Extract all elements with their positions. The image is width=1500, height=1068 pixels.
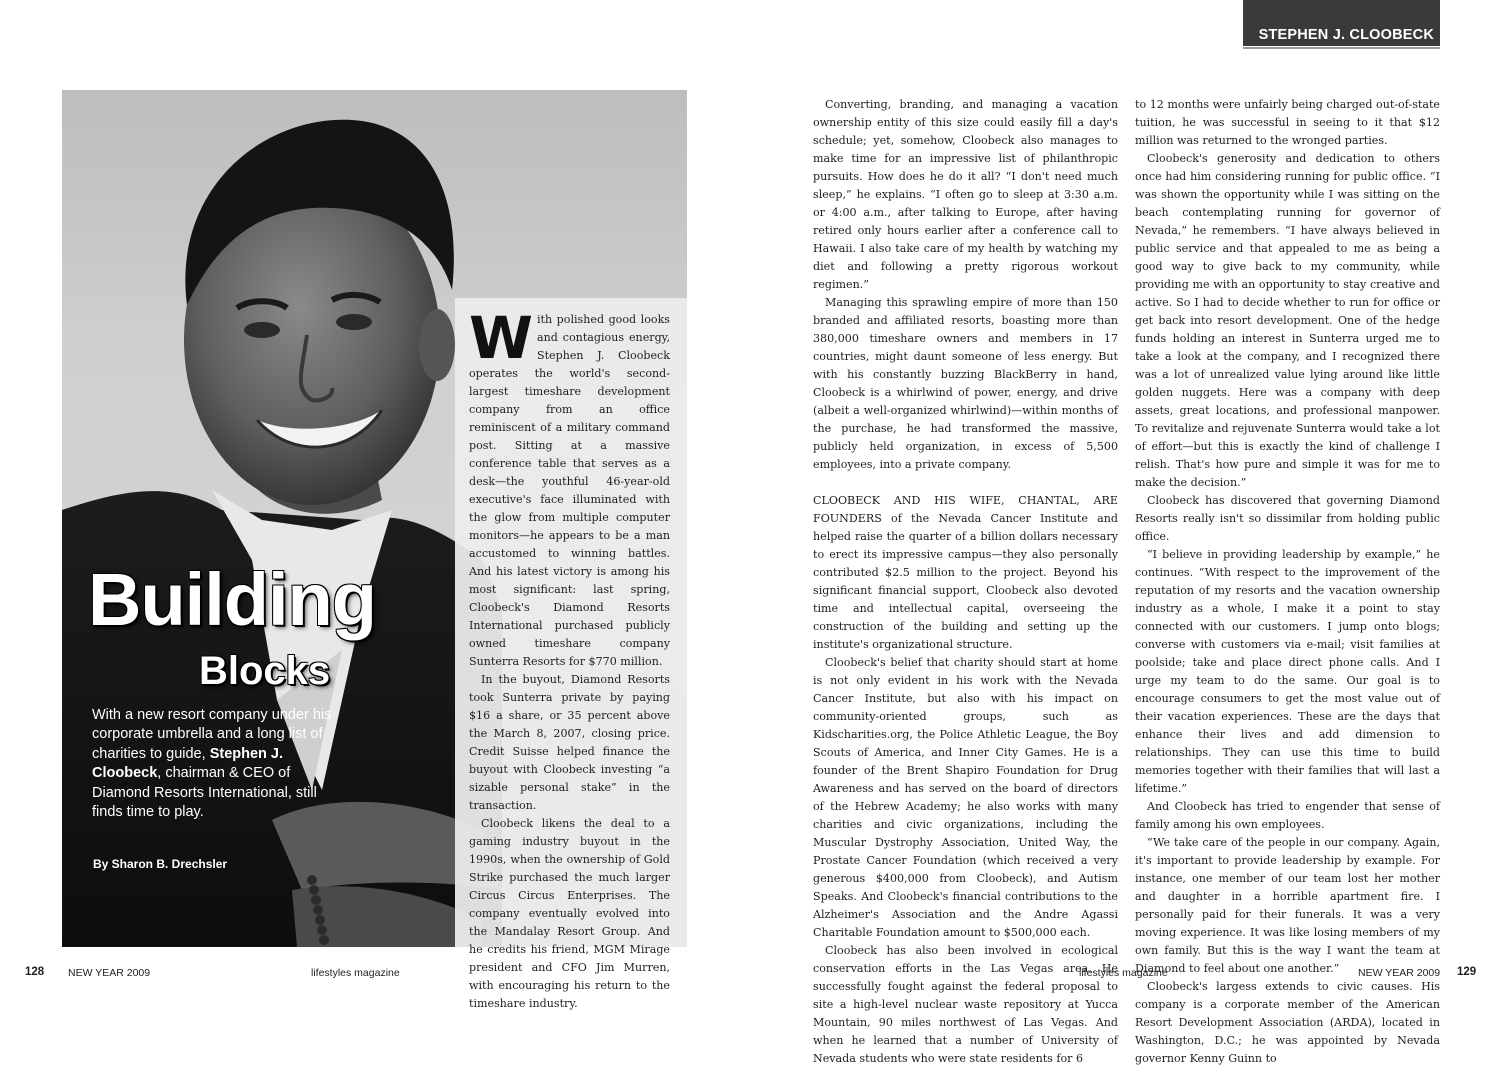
column1-paragraph-4: Cloobeck's belief that charity should start at home is not only evident in his work with the Nevada Cancer Institute, but also with his impact on community-oriented groups, such as Kidscharities.org, the Police Athletic League, the Boy Scouts of America, and Inner City Games. He is a founder of the Brent Shapiro Foundation for Drug Awareness and has served on the board of directors of the Hebrew Academy; he also works with many charities and civic organizations, including the Muscular Dystrophy Association, United Way, the Prostate Cancer Foundation (which received a very generous $400,000 from Cloobeck), and Autism Speaks. And Cloobeck's financial contributions to the Alzheimer's Association and the Andre Agassi Charitable Foundation amount to $500,000 each. bbox=[813, 656, 1118, 939]
intro-article-text bbox=[469, 304, 670, 1013]
column1-paragraph-5: Cloobeck has also been involved in ecological conservation efforts in the Las Vegas area. He successfully fought against the federal proposal to site a high-level nuclear waste repository at Yucca Mountain, 90 miles northwest of Las Vegas. And when he learned that a number of University of Nevada students who were state residents for 6 bbox=[813, 944, 1118, 1065]
byline: By Sharon B. Drechsler bbox=[93, 857, 228, 871]
article-column-1 bbox=[813, 96, 1118, 1068]
column2-paragraph-3: Cloobeck has discovered that governing Diamond Resorts really isn't so dissimilar from holding public office. bbox=[1135, 494, 1440, 543]
intro-paragraph-3: Cloobeck likens the deal to a gaming industry buyout in the 1990s, when the ownership of Gold Strike purchased the much larger Circus Circus Enterprises. The company eventually evolved into the Mandalay Resort Group. And he credits his friend, MGM Mirage president and CFO Jim Murren, with encouraging his return to the timeshare industry. bbox=[469, 817, 670, 1010]
drop-cap: W bbox=[469, 304, 533, 372]
column2-paragraph-4: “I believe in providing leadership by example,” he continues. “With respect to the improvement of the reputation of my resorts and the vacation ownership industry as a whole, I make it a point to stay connected with our customers. I jump onto blogs; converse with customers via e-mail; visit families at poolside; take and place direct phone calls. And I urge my team to do the same. Our goal is to encourage consumers to get the most value out of their vacation experiences. These are the days that enhance their lives and add dimension to relationships. They can use this time to build memories together with their families that will last a lifetime.” bbox=[1135, 548, 1440, 795]
right-magazine-name: lifestyles magazine bbox=[1079, 967, 1168, 979]
headline-line-2: Blocks bbox=[199, 649, 331, 693]
right-issue-label: NEW YEAR 2009 bbox=[1358, 967, 1441, 979]
article-deck: With a new resort company under his corporate umbrella and a long list of charities to guide, Stephen J. Cloobeck, chairman & CEO of Diamond Resorts International, still finds time to play. bbox=[92, 707, 332, 821]
column2-paragraph-2: Cloobeck's generosity and dedication to others once had him considering running for public office. “I was shown the opportunity while I was sitting on the beach contemplating running for governor of Nevada,” he remembers. “I have always believed in public service and that appealed to me as being a good way to give back to my community, while providing me with an opportunity to stay creative and active. So I had to decide whether to run for office or get back into resort development. One of the hedge funds holding an interest in Sunterra urged me to take a look at the company, and I recognized there was a lot of unrealized value lying around like little golden nuggets. Here was a company with deep assets, great locations, and professional manpower. To revitalize and rejuvenate Sunterra would take a lot of effort—but this is exactly the kind of challenge I relish. That's how pure and simple it was for me to make the decision.” bbox=[1135, 152, 1440, 489]
header-rule bbox=[1243, 47, 1440, 49]
column2-paragraph-6: “We take care of the people in our company. Again, it's important to provide leadership by example. For instance, one member of our team lost her mother and daughter in a horrible apartment fire. I personally paid for their funerals. It was a very moving experience. It was like losing members of my own family. But this is the way I want the team at Diamond to feel about one another.” bbox=[1135, 836, 1440, 975]
left-magazine-name: lifestyles magazine bbox=[311, 967, 400, 979]
headline-line-1: Building bbox=[88, 558, 376, 641]
section-header-name: STEPHEN J. CLOOBECK bbox=[1258, 27, 1434, 43]
left-page-number: 128 bbox=[25, 966, 45, 978]
article-column-2 bbox=[1135, 96, 1440, 1068]
deck-subject-name: Stephen J. Cloobeck bbox=[92, 745, 284, 782]
column1-paragraph-2: Managing this sprawling empire of more than 150 branded and affiliated resorts, boasting more than 380,000 timeshare owners and members in 17 countries, might daunt someone of less energy. But with his constantly buzzing BlackBerry in hand, Cloobeck is a whirlwind of power, energy, and drive (albeit a well-organized whirlwind)—within months of the purchase, he had transformed the massive, publicly held organization, in excess of 5,500 employees, into a private company. bbox=[813, 296, 1118, 471]
intro-paragraph-1: With polished good looks and contagious energy, Stephen J. Cloobeck operates the world's second-largest timeshare development company from an office reminiscent of a military command post. Sitting at a massive conference table that serves as a desk—the youthful 46-year-old executive's face illuminated with the glow from multiple computer monitors—he appears to be a man accustomed to winning battles. And his latest victory is among his most significant: last spring, Cloobeck's Diamond Resorts International purchased publicly owned timeshare company Sunterra Resorts for $770 million. bbox=[469, 304, 670, 668]
intro-paragraph-2: In the buyout, Diamond Resorts took Sunterra private by paying $16 a share, or 35 percent above the March 8, 2007, closing price. Credit Suisse helped finance the buyout with Cloobeck investing “a sizable personal stake” in the transaction. bbox=[469, 673, 670, 812]
column1-section-lead: CLOOBECK AND HIS WIFE, CHANTAL, ARE FOUNDERS of the Nevada Cancer Institute and helped raise the quarter of a billion dollars necessary to erect its impressive campus—they also personally contributed $2.5 million to the project. Beyond his significant financial support, Cloobeck also devoted time and intellectual capital, overseeing the construction of the building and setting up the institute's organizational structure. bbox=[813, 494, 1118, 651]
column1-paragraph-1: Converting, branding, and managing a vacation ownership entity of this size could easily fill a day's schedule; yet, somehow, Cloobeck also manages to make time for an impressive list of philanthropic pursuits. How does he do it all? “I don't need much sleep,” he explains. “I often go to sleep at 3:30 a.m. or 4:00 a.m., after talking to Europe, after having retired only hours earlier after a conference call to Hawaii. I also take care of my health by watching my diet and following a pretty rigorous workout regimen.” bbox=[813, 98, 1118, 291]
right-page-number: 129 bbox=[1457, 966, 1477, 978]
column2-paragraph-5: And Cloobeck has tried to engender that sense of family among his own employees. bbox=[1135, 800, 1440, 831]
column2-paragraph-7: Cloobeck's largess extends to civic causes. His company is a corporate member of the American Resort Development Association (ARDA), located in Washington, D.C.; he was appointed by Nevada governor Kenny Guinn to bbox=[1135, 980, 1440, 1065]
section-header-tab bbox=[1243, 0, 1440, 46]
column2-paragraph-1: to 12 months were unfairly being charged out-of-state tuition, he was successful in seeing to it that $12 million was returned to the wronged parties. bbox=[1135, 98, 1440, 147]
left-issue-label: NEW YEAR 2009 bbox=[68, 967, 151, 979]
